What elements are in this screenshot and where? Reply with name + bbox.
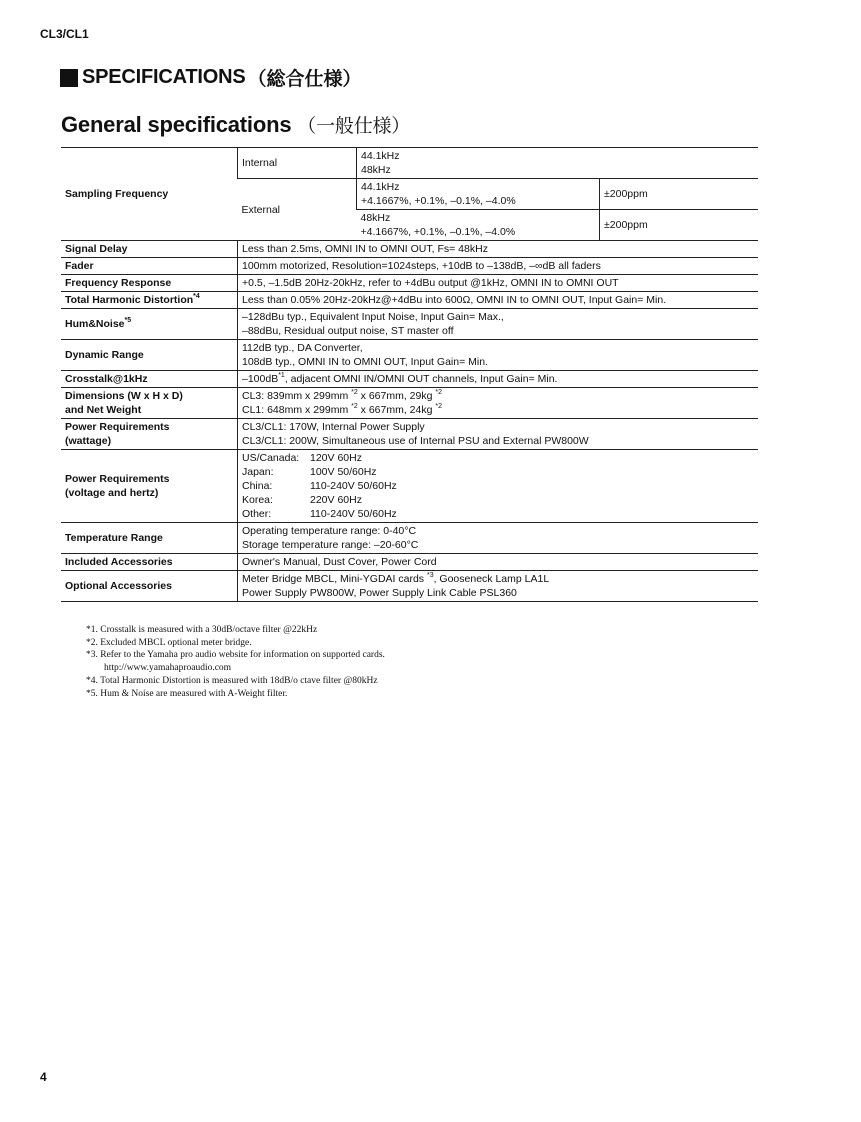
region-line	[242, 507, 754, 521]
row-label	[61, 292, 238, 309]
value-line: Power Supply PW800W, Power Supply Link Cable PSL360	[242, 587, 517, 599]
row-label	[61, 309, 238, 340]
footnote-ref: *2	[351, 389, 358, 396]
region-value: 110-240V 50/60Hz	[310, 508, 397, 520]
cell-value: 100mm motorized, Resolution=1024steps, +10dB to –138dB, –∞dB all faders	[238, 258, 759, 275]
cell-value	[238, 450, 759, 523]
footnote-url[interactable]: http://www.yamahaproaudio.com	[104, 663, 232, 674]
footnote: *1. Crosstalk is measured with a 30dB/octave filter @22kHz	[86, 625, 318, 635]
section-heading	[60, 64, 362, 91]
table-row	[61, 523, 758, 554]
footnote-ref: *1	[278, 372, 285, 379]
value-line: 44.1kHz	[361, 150, 400, 162]
row-label	[61, 450, 238, 523]
row-label	[61, 388, 238, 419]
value-line: Operating temperature range: 0-40°C	[242, 525, 417, 537]
region-value: 110-240V 50/60Hz	[310, 480, 397, 492]
page-number: 4	[40, 1070, 47, 1084]
region-name: Korea:	[242, 494, 273, 506]
footnote-ref: *3	[426, 572, 434, 579]
table-row	[61, 388, 758, 419]
table-row	[61, 292, 758, 309]
cell-value	[357, 148, 759, 179]
value-line: +4.1667%, +0.1%, –0.1%, –4.0%	[360, 226, 516, 238]
row-label: Temperature Range	[61, 523, 238, 554]
row-label: Fader	[61, 258, 238, 275]
region-name: US/Canada:	[242, 452, 300, 464]
cell-ppm: ±200ppm	[600, 179, 759, 210]
footnotes	[86, 624, 726, 700]
value-line	[242, 403, 754, 417]
value-line: CL3/CL1: 200W, Simultaneous use of Internal PSU and External PW800W	[242, 435, 589, 447]
cell-value	[238, 523, 759, 554]
label-line: Power Requirements	[65, 421, 170, 433]
value-line: –128dBu typ., Equivalent Input Noise, Input Gain= Max.,	[242, 311, 504, 323]
table-row	[61, 450, 758, 523]
table-row	[61, 554, 758, 571]
label-line: Dimensions (W x H x D)	[65, 390, 183, 402]
footnote-ref: *2	[351, 403, 358, 410]
cell-value	[238, 419, 759, 450]
row-label: Optional Accessories	[61, 571, 238, 602]
table-row	[61, 258, 758, 275]
region-name: China:	[242, 480, 273, 492]
subsection-title-jp: （一般仕様）	[297, 116, 411, 137]
footnote: *4. Total Harmonic Distortion is measured with 18dB/o ctave filter @80kHz	[86, 675, 378, 686]
value-text: x 667mm, 24kg	[357, 404, 436, 416]
value-text: CL3: 839mm x 299mm	[242, 390, 352, 402]
row-label	[61, 419, 238, 450]
footnote: *3. Refer to the Yamaha pro audio website for information on supported cards.	[86, 650, 385, 661]
value-text: x 667mm, 29kg	[357, 390, 436, 402]
value-text: –100dB	[242, 373, 279, 385]
region-line	[242, 465, 754, 479]
row-label: Sampling Frequency	[61, 148, 238, 241]
value-text: Meter Bridge MBCL, Mini-YGDAI cards	[242, 573, 427, 585]
cell-ppm: ±200ppm	[600, 210, 759, 241]
value-text: , Gooseneck Lamp LA1L	[433, 573, 550, 585]
sub-label: External	[238, 179, 357, 241]
value-line: 112dB typ., DA Converter,	[242, 342, 363, 354]
row-label: Frequency Response	[61, 275, 238, 292]
table-row	[61, 309, 758, 340]
cell-value	[238, 388, 759, 419]
footnote-ref: *4	[193, 293, 200, 300]
value-line: 108dB typ., OMNI IN to OMNI OUT, Input Gain= Min.	[242, 356, 488, 368]
footnote: *5. Hum & Noise are measured with A-Weight filter.	[86, 688, 288, 699]
spec-table	[61, 147, 758, 602]
cell-value	[238, 309, 759, 340]
cell-value	[357, 179, 600, 210]
subsection-heading	[61, 111, 410, 138]
value-line: CL3/CL1: 170W, Internal Power Supply	[242, 421, 425, 433]
label-line: (wattage)	[65, 435, 112, 447]
section-title: SPECIFICATIONS	[82, 66, 246, 88]
value-text: , adjacent OMNI IN/OMNI OUT channels, Input Gain= Min.	[284, 373, 558, 385]
footnote-ref: *2	[435, 403, 442, 410]
table-row	[61, 371, 758, 388]
row-label: Crosstalk@1kHz	[61, 371, 238, 388]
cell-value	[238, 571, 759, 602]
value-line: Storage temperature range: –20-60°C	[242, 539, 419, 551]
table-row	[61, 340, 758, 371]
value-line: –88dBu, Residual output noise, ST master off	[242, 325, 454, 337]
footnote: *2. Excluded MBCL optional meter bridge.	[86, 637, 252, 648]
cell-value: Less than 0.05% 20Hz-20kHz@+4dBu into 600Ω, OMNI IN to OMNI OUT, Input Gain= Min.	[238, 292, 759, 309]
label-line: and Net Weight	[65, 404, 142, 416]
section-title-jp: （総合仕様）	[247, 69, 362, 90]
footnote-ref: *2	[435, 389, 442, 396]
table-row	[61, 571, 758, 602]
value-line: +4.1667%, +0.1%, –0.1%, –4.0%	[361, 195, 516, 207]
cell-value: Less than 2.5ms, OMNI IN to OMNI OUT, Fs= 48kHz	[238, 241, 759, 258]
subsection-title: General specifications	[61, 112, 292, 137]
cell-value: Owner's Manual, Dust Cover, Power Cord	[238, 554, 759, 571]
label-text: Total Harmonic Distortion	[65, 294, 194, 306]
region-value: 220V 60Hz	[310, 494, 362, 506]
row-label: Included Accessories	[61, 554, 238, 571]
table-row	[61, 419, 758, 450]
value-line	[242, 572, 754, 586]
cell-value	[238, 340, 759, 371]
value-line	[242, 389, 754, 403]
cell-value: +0.5, –1.5dB 20Hz-20kHz, refer to +4dBu output @1kHz, OMNI IN to OMNI OUT	[238, 275, 759, 292]
label-text: Hum&Noise	[65, 318, 125, 330]
footnote-ref: *5	[124, 317, 132, 324]
value-line: 48kHz	[361, 164, 391, 176]
region-name: Other:	[242, 508, 272, 520]
row-label: Dynamic Range	[61, 340, 238, 371]
region-line	[242, 479, 754, 493]
region-line	[242, 451, 754, 465]
cell-value	[238, 371, 759, 388]
region-name: Japan:	[242, 466, 274, 478]
cell-value	[357, 210, 600, 241]
region-value: 100V 50/60Hz	[310, 466, 377, 478]
black-square-icon	[60, 69, 78, 87]
row-label: Signal Delay	[61, 241, 238, 258]
model-header: CL3/CL1	[40, 27, 89, 41]
table-row	[61, 275, 758, 292]
table-row	[61, 241, 758, 258]
region-value: 120V 60Hz	[310, 452, 362, 464]
sub-label: Internal	[238, 148, 357, 179]
label-line: (voltage and hertz)	[65, 487, 159, 499]
table-row	[61, 148, 758, 179]
value-line: 44.1kHz	[361, 181, 400, 193]
label-line: Power Requirements	[65, 473, 170, 485]
value-text: CL1: 648mm x 299mm	[242, 404, 352, 416]
value-line: 48kHz	[360, 212, 391, 224]
region-line	[242, 493, 754, 507]
